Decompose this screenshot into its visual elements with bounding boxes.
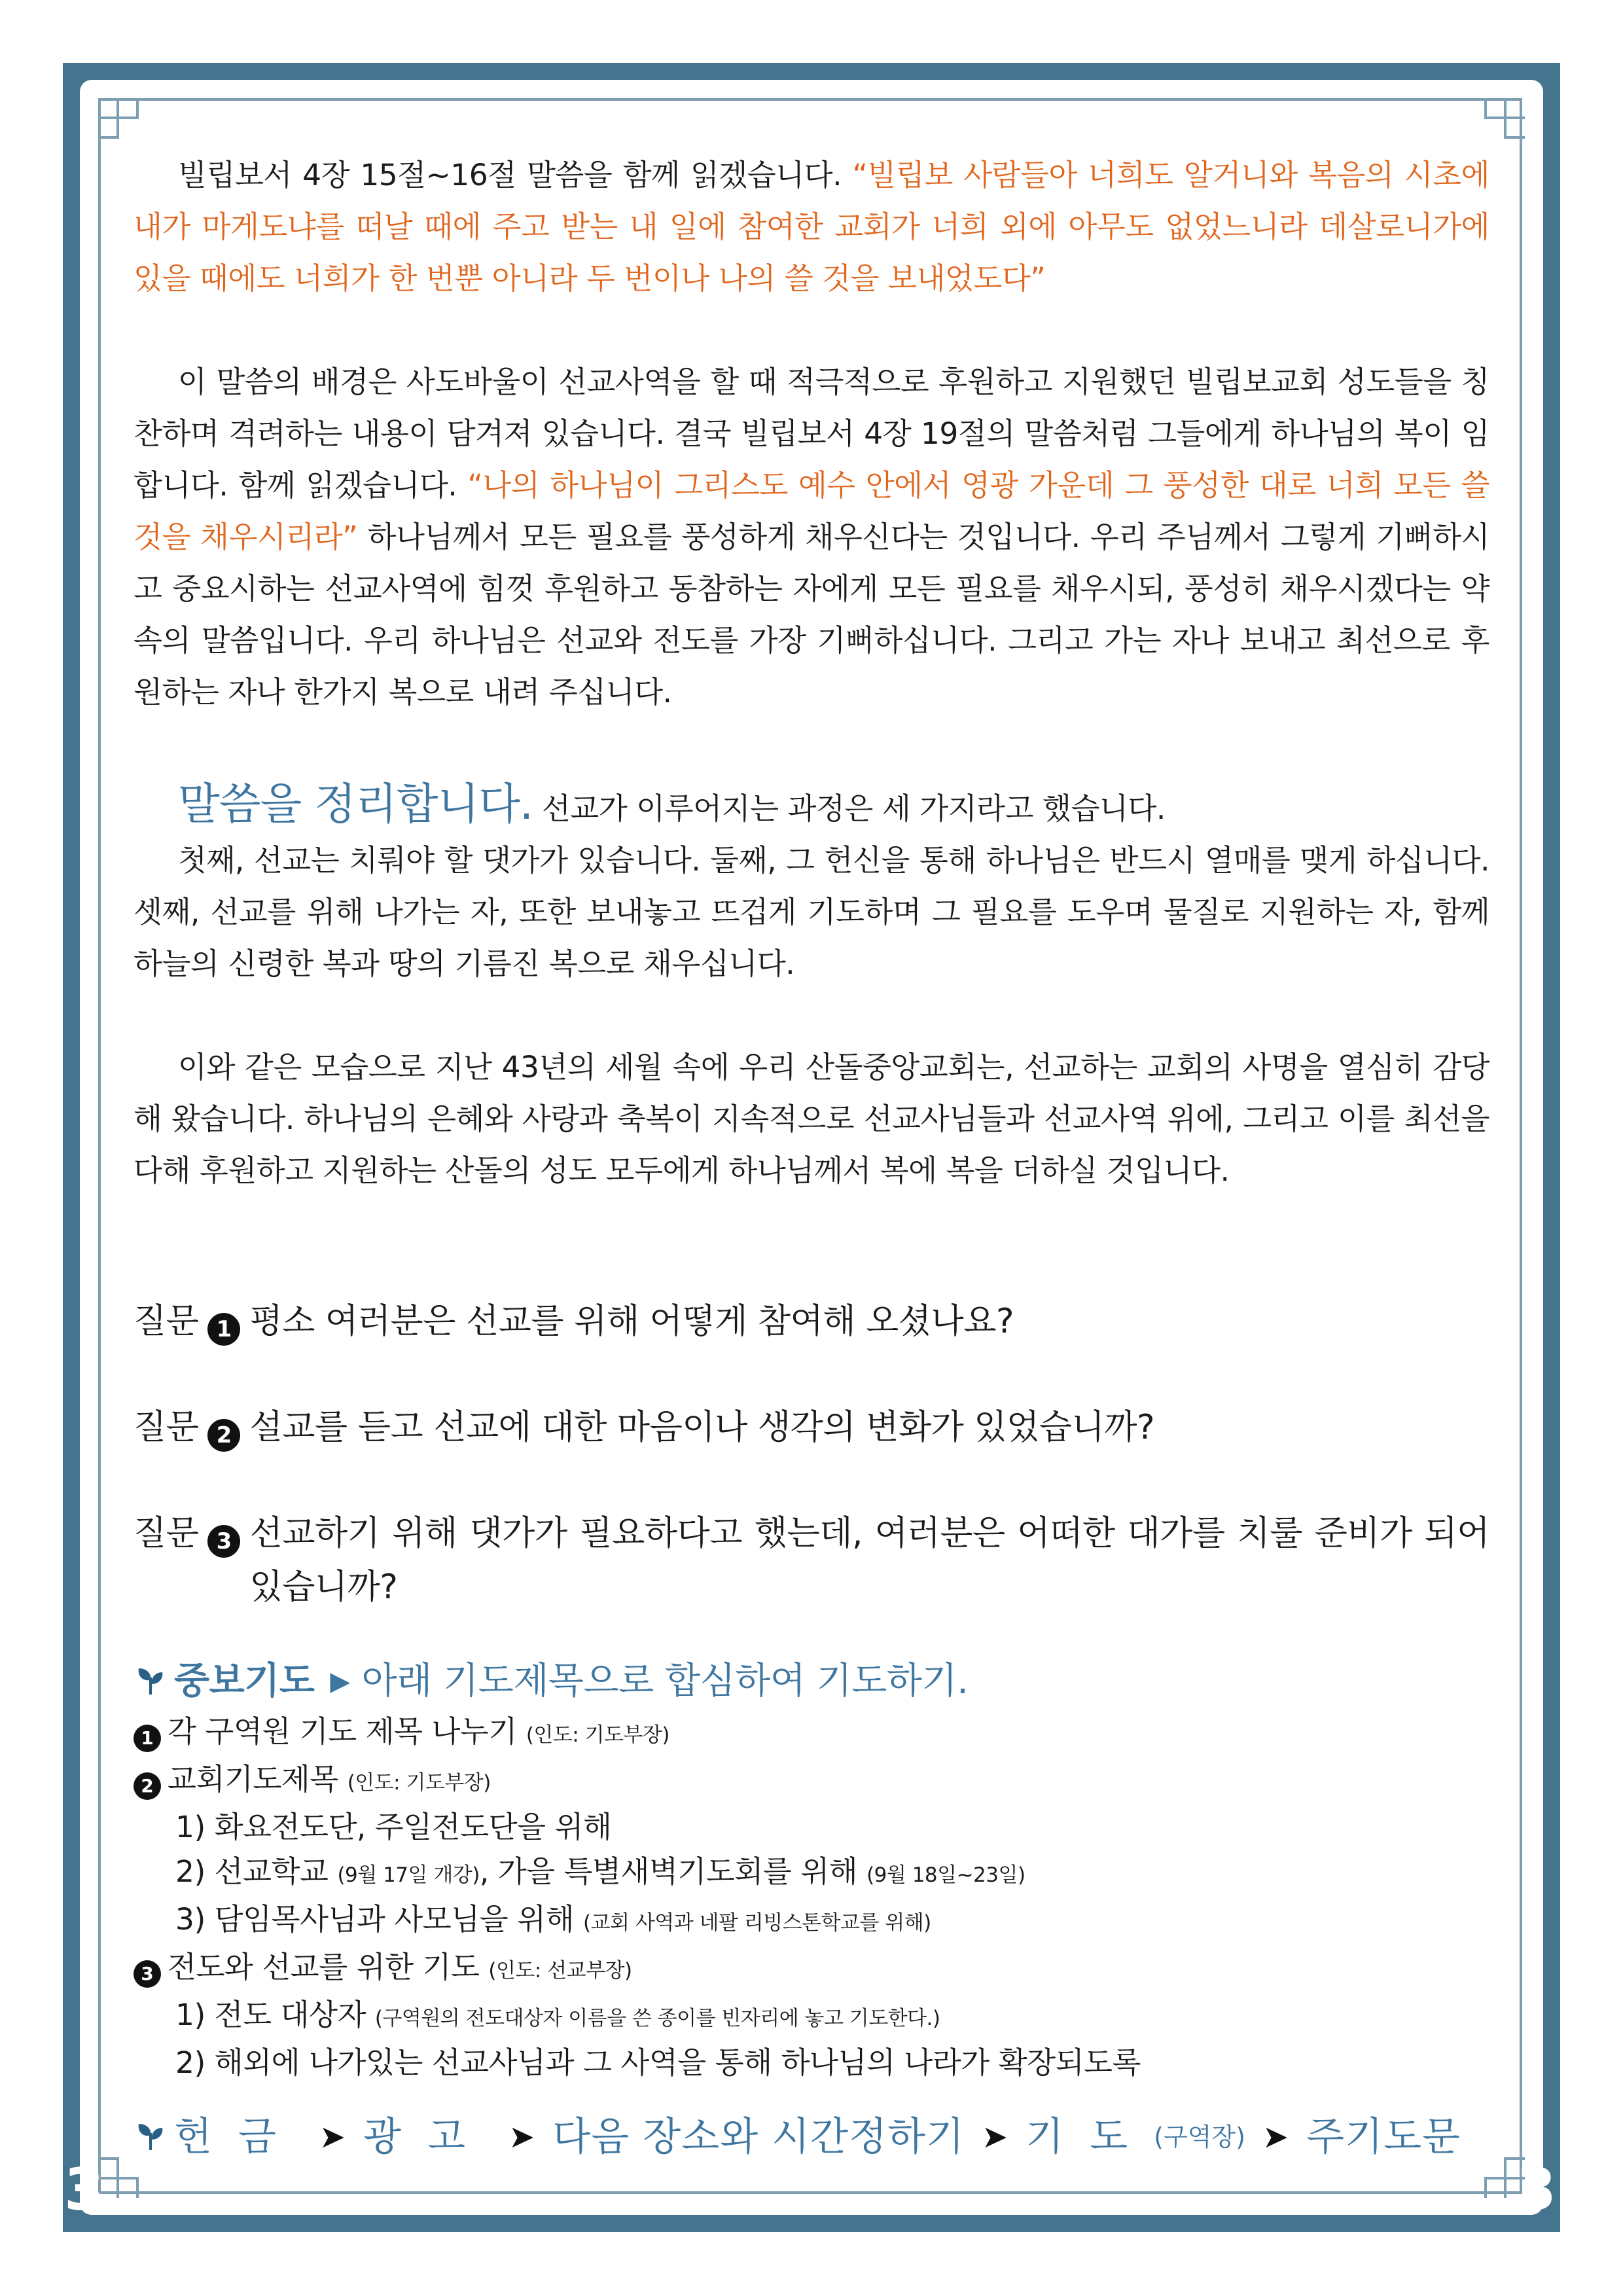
question-text: 설교를 듣고 선교에 대한 마음이나 생각의 변화가 있었습니까? — [249, 1408, 1155, 1447]
prayer-instruction: 아래 기도제목으로 합심하여 기도하기. — [361, 1660, 969, 1702]
question-label: 질문 — [134, 1408, 199, 1447]
circled-number-icon: 2 — [134, 1772, 161, 1800]
paragraph-text: 빌립보서 4장 15절~16절 말씀을 함께 읽겠습니다. — [178, 158, 853, 192]
prayer-subitem-note: (교회 사역과 네팔 리빙스톤학교를 위해) — [583, 1911, 931, 1935]
arrow-right-icon: ➤ — [508, 2119, 536, 2155]
paragraph-summary: 첫째, 선교는 치뤄야 할 댓가가 있습니다. 둘째, 그 헌신을 통해 하나님은 반드시 열매를 맺게 하십니다. 셋째, 선교를 위해 나가는 자, 또한 보내놓고 뜨겁게 기도하며 그 필요를 도우며 물질로 지원하는 자, 함께 하늘의 신령한 복과 땅의 기름진 복으로 채우십니다. — [134, 843, 1489, 981]
paragraph-text: 이 말씀의 배경은 사도바울이 선교사역을 할 때 적극적으로 후원하고 지원했던 빌립보교회 성도들을 칭찬하며 격려하는 내용이 담겨져 있습니다. 결국 빌립보서 4장 19절의 말씀처럼 그들에게 하나님의 복이 임합니다. 함께 읽겠습니다. — [134, 365, 1489, 503]
prayer-item-text: 교회기도제목 — [168, 1762, 338, 1797]
order-step-prayer: 기도 — [1026, 2114, 1154, 2160]
arrow-right-icon: ➤ — [1262, 2119, 1290, 2155]
prayer-subitem — [134, 1897, 1489, 1945]
prayer-subitem-text: , 가을 특별새벽기도회를 위해 — [479, 1854, 858, 1889]
question-text: 평소 여러분은 선교를 위해 어떻게 참여해 오셨나요? — [249, 1302, 1014, 1341]
question-label: 질문 — [134, 1302, 199, 1341]
prayer-item-text: 각 구역원 기도 제목 나누기 — [168, 1714, 517, 1749]
prayer-item-3 — [134, 1945, 1489, 1993]
question-2 — [134, 1401, 1489, 1454]
main-content — [134, 149, 1489, 2166]
prayer-item-2 — [134, 1757, 1489, 1805]
prayer-subitem-note: (9월 17일 개강) — [337, 1863, 480, 1887]
order-step-lords-prayer: 주기도문 — [1306, 2114, 1461, 2160]
prayer-subitem-text: 2) 해외에 나가있는 선교사님과 그 사역을 통해 하나님의 나라가 확장되도록 — [175, 2045, 1141, 2080]
circled-number-icon: 2 — [207, 1419, 240, 1452]
paragraph-background — [134, 356, 1489, 718]
prayer-subitem-note: (9월 18일~23일) — [866, 1863, 1026, 1887]
circled-number-icon: 3 — [207, 1525, 240, 1558]
triangle-right-icon: ▶ — [330, 1666, 350, 1696]
leaf-bullet-icon — [134, 2120, 168, 2154]
prayer-subitem — [134, 1850, 1489, 1897]
prayer-item-note: (인도: 기도부장) — [526, 1723, 669, 1747]
order-step-offering: 헌금 — [174, 2114, 302, 2160]
summary-title: 말씀을 정리합니다. — [178, 779, 533, 829]
prayer-subitem-text: 1) 전도 대상자 — [175, 1998, 366, 2032]
circled-number-icon: 1 — [134, 1725, 161, 1752]
arrow-right-icon: ➤ — [982, 2119, 1009, 2155]
circled-number-icon: 1 — [207, 1313, 240, 1346]
prayer-title: 중보기도 — [174, 1660, 315, 1702]
arrow-right-icon: ➤ — [319, 2119, 347, 2155]
prayer-item-1 — [134, 1710, 1489, 1757]
question-3 — [134, 1507, 1489, 1614]
leaf-bullet-icon — [134, 1664, 168, 1698]
summary-lead: 선교가 이루어지는 과정은 세 가지라고 했습니다. — [533, 791, 1166, 826]
paragraph-text: 하나님께서 모든 필요를 풍성하게 채우신다는 것입니다. 우리 주님께서 그렇게 기뻐하시고 중요시하는 선교사역에 힘껏 후원하고 동참하는 자에게 모든 필요를 채우시되, 풍성히 채우시겠다는 약속의 말씀입니다. 우리 하나님은 선교와 전도를 가장 기뻐하십니다. 그리고 가는 자나 보내고 최선으로 후원하는 자나 한가지 복으로 내려 주십니다. — [134, 520, 1489, 709]
order-step-next-meeting: 다음 장소와 시간정하기 — [552, 2114, 965, 2160]
prayer-subitem-note: (구역원의 전도대상자 이름을 쓴 종이를 빈자리에 놓고 기도한다.) — [374, 2007, 940, 2030]
prayer-item-note: (인도: 기도부장) — [347, 1771, 491, 1795]
order-step-announcements: 광고 — [363, 2114, 492, 2160]
prayer-subitem — [134, 2041, 1489, 2085]
scripture-quote: “빌립보 사람들아 너희도 알거니와 복음의 시초에 내가 마게도냐를 떠날 때에 주고 받는 내 일에 참여한 교회가 너희 외에 아무도 없었느니라 데살로니가에 있을 때에도 너희가 한 번뿐 아니라 두 번이나 나의 쓸 것을 보내었도다” — [134, 158, 1490, 296]
paragraph-scripture-1 — [134, 149, 1489, 304]
scripture-quote: “나의 하나님이 그리스도 예수 안에서 영광 가운데 그 풍성한 대로 너희 모든 쓸 것을 채우시리라” — [134, 468, 1489, 554]
page-number-left: 3 — [64, 2156, 105, 2223]
prayer-heading — [134, 1653, 1489, 1710]
order-step-prayer-note: (구역장) — [1154, 2123, 1245, 2151]
question-text: 선교하기 위해 댓가가 필요하다고 했는데, 여러분은 어떠한 대가를 치룰 준비가 되어 있습니까? — [249, 1514, 1489, 1607]
prayer-subitem-text: 1) 화요전도단, 주일전도단을 위해 — [175, 1810, 612, 1844]
page-number-right: 3 — [1516, 2156, 1556, 2223]
summary-line — [134, 778, 1489, 834]
prayer-subitem — [134, 1805, 1489, 1850]
prayer-subitem-text: 3) 담임목사님과 사모님을 위해 — [175, 1902, 575, 1937]
meeting-order — [134, 2108, 1489, 2166]
question-1 — [134, 1295, 1489, 1348]
paragraph-church: 이와 같은 모습으로 지난 43년의 세월 속에 우리 산돌중앙교회는, 선교하는 교회의 사명을 열심히 감당해 왔습니다. 하나님의 은혜와 사랑과 축복이 지속적으로 선교사님들과 선교사역 위에, 그리고 이를 최선을 다해 후원하고 지원하는 산돌의 성도 모두에게 하나님께서 복에 복을 더하실 것입니다. — [134, 1050, 1489, 1188]
prayer-subitem — [134, 1993, 1489, 2041]
prayer-item-note: (인도: 선교부장) — [488, 1959, 632, 1982]
prayer-subitem-text: 2) 선교학교 — [175, 1854, 329, 1889]
prayer-item-text: 전도와 선교를 위한 기도 — [168, 1950, 480, 1984]
question-label: 질문 — [134, 1514, 199, 1553]
circled-number-icon: 3 — [134, 1960, 161, 1988]
